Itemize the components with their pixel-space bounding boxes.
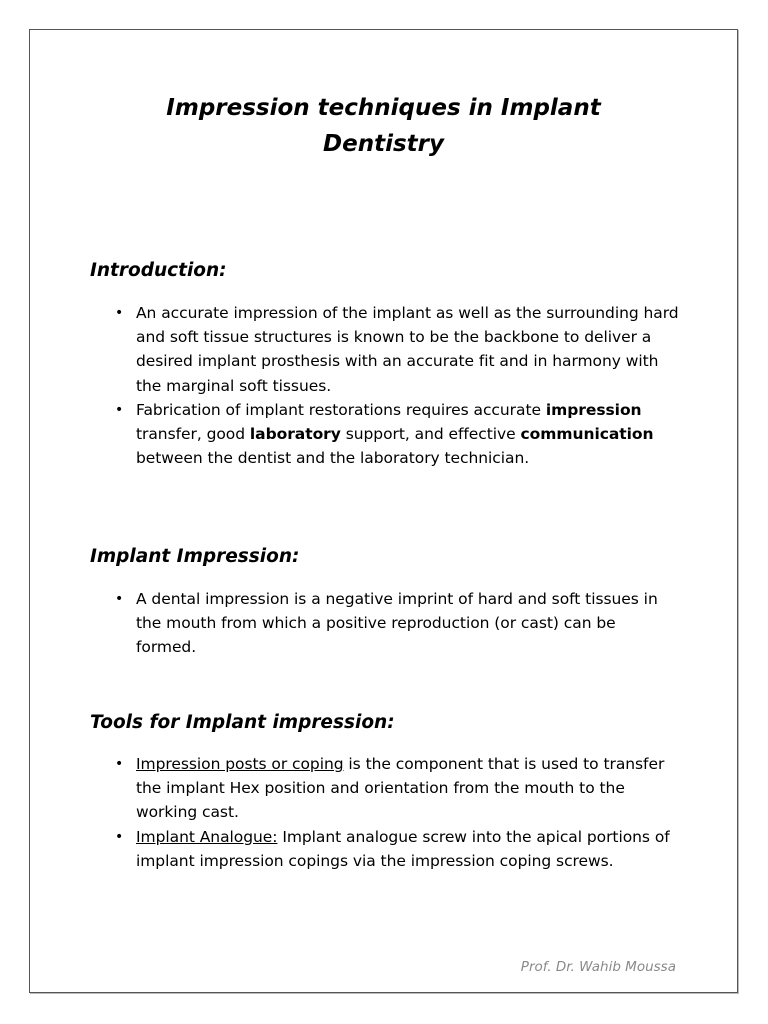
heading-tools: Tools for Implant impression:	[90, 712, 395, 733]
bullet-icon: •	[115, 591, 124, 607]
heading-introduction: Introduction:	[90, 260, 227, 281]
text-run: is the component that is used to transfer the implant Hex position and orientation from the mouth to the working cast.	[136, 755, 665, 822]
bold-term-communication: communication	[520, 425, 654, 444]
text-run: support, and effective	[340, 425, 521, 444]
text-run: between the dentist and the laboratory technician.	[136, 449, 530, 468]
bold-term-laboratory: laboratory	[249, 425, 341, 444]
list-item	[0, 301, 680, 398]
tools-list	[0, 752, 680, 873]
list-item	[0, 587, 680, 660]
list-item-text	[136, 828, 670, 870]
introduction-list	[0, 301, 680, 470]
author-footer: Prof. Dr. Wahib Moussa	[520, 959, 676, 975]
bullet-icon: •	[115, 828, 124, 845]
underlined-term-implant-analogue: Implant Analogue:	[136, 827, 278, 846]
list-item	[0, 398, 680, 471]
text-run: transfer, good	[136, 425, 250, 444]
text-run: Fabrication of implant restorations requires accurate	[136, 400, 546, 419]
document-title	[29, 90, 738, 162]
list-item	[0, 825, 680, 873]
heading-implant-impression: Implant Impression:	[90, 546, 300, 567]
text-run: Implant analogue screw into the apical portions of implant impression copings via the impression coping screws.	[136, 827, 670, 870]
underlined-term-impression-posts: Impression posts or coping	[136, 755, 344, 773]
title-line-1: Impression techniques in Implant	[166, 95, 601, 121]
bullet-icon: •	[115, 401, 124, 418]
bold-term-impression: impression	[545, 400, 642, 419]
bullet-icon: •	[115, 305, 124, 321]
list-item-text: An accurate impression of the implant as well as the surrounding hard and soft tissue structures is known to be the backbone to deliver a desired implant prosthesis with an accurate fit and in harmony with the marginal soft tissues.	[136, 304, 679, 395]
implant-impression-list	[0, 587, 680, 660]
list-item	[0, 752, 680, 825]
list-item-text	[136, 755, 664, 821]
list-item-text	[136, 401, 653, 467]
bullet-icon: •	[115, 756, 124, 772]
title-line-2: Dentistry	[323, 131, 444, 157]
list-item-text: A dental impression is a negative imprint of hard and soft tissues in the mouth from which a positive reproduction (or cast) can be formed.	[136, 590, 658, 657]
